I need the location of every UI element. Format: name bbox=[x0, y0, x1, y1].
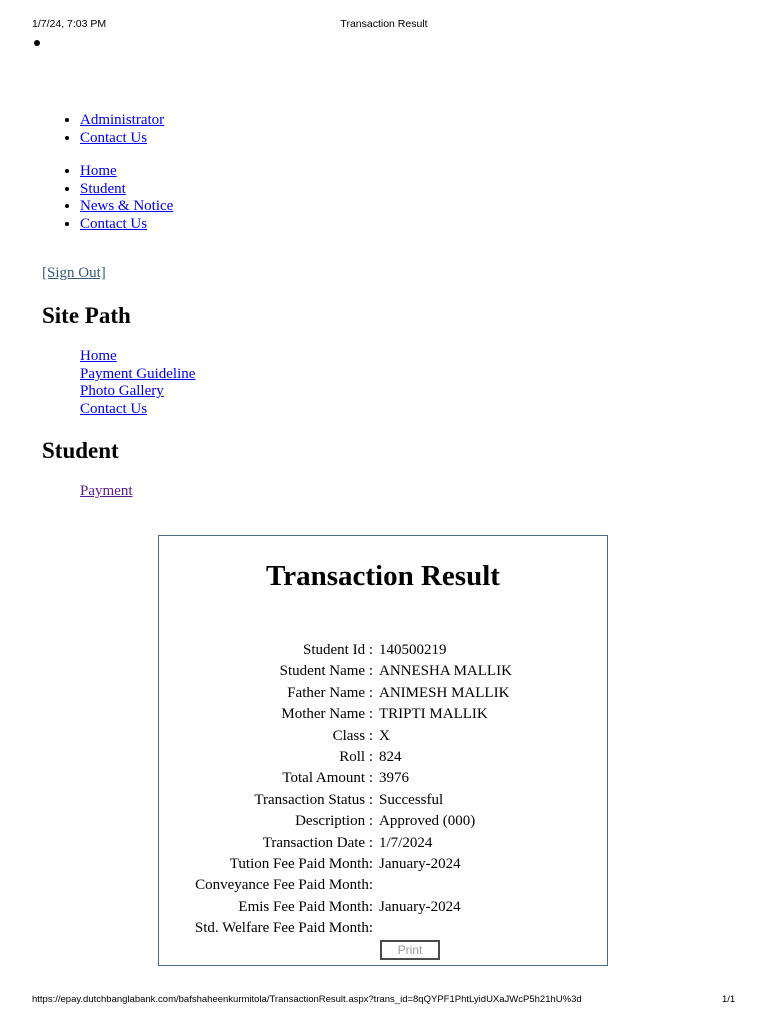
detail-value: 3976 bbox=[379, 770, 409, 787]
detail-value: ANIMESH MALLIK bbox=[379, 684, 510, 701]
main-nav-item bbox=[80, 181, 173, 199]
detail-label: Student Id : bbox=[303, 642, 373, 658]
top-link-item bbox=[80, 112, 164, 130]
path-contact-us-link[interactable]: Contact Us bbox=[80, 401, 148, 418]
detail-row bbox=[159, 726, 607, 747]
main-nav-item bbox=[80, 198, 173, 216]
transaction-details bbox=[159, 640, 607, 939]
transaction-result-title: Transaction Result bbox=[266, 560, 500, 592]
detail-value: January-2024 bbox=[379, 898, 461, 915]
main-nav-item bbox=[80, 216, 173, 234]
detail-label: Total Amount : bbox=[282, 770, 373, 787]
detail-row bbox=[159, 875, 607, 896]
detail-label: Class : bbox=[332, 727, 373, 744]
detail-label: Father Name : bbox=[287, 684, 373, 701]
detail-label: Conveyance Fee Paid Month: bbox=[195, 877, 373, 894]
administrator-link[interactable]: Administrator bbox=[80, 112, 165, 128]
detail-row bbox=[159, 854, 607, 875]
detail-label: Transaction Status : bbox=[254, 791, 373, 808]
detail-value: X bbox=[379, 727, 390, 744]
sign-out-link[interactable]: [Sign Out] bbox=[42, 265, 106, 281]
detail-row bbox=[159, 833, 607, 854]
print-footer-url: https://epay.dutchbanglabank.com/bafshaheenkurmitola/TransactionResult.aspx?trans_id=8qQYPF1PhtLyidUXaJWcP5h21hU%3d bbox=[32, 994, 582, 1005]
empty-list-bullet bbox=[34, 40, 40, 46]
detail-label: Emis Fee Paid Month: bbox=[238, 898, 373, 915]
detail-row bbox=[159, 661, 607, 682]
detail-row bbox=[159, 790, 607, 811]
detail-value: January-2024 bbox=[379, 855, 461, 872]
payment-link[interactable]: Payment bbox=[80, 483, 133, 499]
detail-row bbox=[159, 683, 607, 704]
print-footer-page: 1/1 bbox=[722, 994, 736, 1005]
detail-row bbox=[159, 811, 607, 832]
main-nav-item bbox=[80, 163, 173, 181]
nav-home-link[interactable]: Home bbox=[80, 163, 117, 179]
path-payment-guideline-link[interactable]: Payment Guideline bbox=[80, 365, 196, 382]
detail-label: Description : bbox=[295, 813, 373, 830]
detail-label: Roll : bbox=[339, 748, 373, 765]
detail-value: TRIPTI MALLIK bbox=[379, 706, 488, 723]
student-links bbox=[80, 483, 133, 501]
transaction-result-panel bbox=[158, 535, 608, 966]
print-header-title: Transaction Result bbox=[340, 18, 428, 30]
nav-contact-us-link[interactable]: Contact Us bbox=[80, 216, 148, 233]
detail-label: Tution Fee Paid Month: bbox=[229, 855, 373, 872]
path-photo-gallery-link[interactable]: Photo Gallery bbox=[80, 383, 164, 400]
detail-label: Transaction Date : bbox=[262, 834, 373, 851]
detail-value: 140500219 bbox=[379, 642, 447, 658]
sign-out bbox=[42, 265, 106, 282]
main-nav bbox=[62, 163, 173, 234]
detail-value: Approved (000) bbox=[379, 813, 476, 830]
detail-value: Successful bbox=[379, 791, 444, 808]
detail-row bbox=[159, 768, 607, 789]
nav-student-link[interactable]: Student bbox=[80, 180, 126, 197]
detail-label: Mother Name : bbox=[281, 706, 373, 723]
detail-row bbox=[159, 704, 607, 725]
top-contact-us-link[interactable]: Contact Us bbox=[80, 129, 148, 146]
detail-row bbox=[159, 918, 607, 939]
detail-row bbox=[159, 747, 607, 768]
print-header-datetime: 1/7/24, 7:03 PM bbox=[32, 18, 107, 30]
detail-label: Std. Welfare Fee Paid Month: bbox=[194, 920, 373, 937]
detail-value: 1/7/2024 bbox=[379, 834, 433, 851]
detail-row bbox=[159, 897, 607, 918]
student-heading: Student bbox=[42, 438, 119, 463]
top-links bbox=[62, 112, 164, 147]
detail-value: 824 bbox=[379, 748, 402, 765]
detail-row bbox=[159, 640, 607, 661]
site-path-heading: Site Path bbox=[42, 303, 131, 328]
top-link-item bbox=[80, 130, 164, 148]
detail-label: Student Name : bbox=[279, 663, 373, 680]
detail-value: ANNESHA MALLIK bbox=[379, 663, 512, 680]
print-button[interactable]: Print bbox=[380, 940, 440, 960]
path-home-link[interactable]: Home bbox=[80, 348, 117, 364]
site-path-links bbox=[80, 348, 195, 419]
nav-news-notice-link[interactable]: News & Notice bbox=[80, 198, 174, 215]
